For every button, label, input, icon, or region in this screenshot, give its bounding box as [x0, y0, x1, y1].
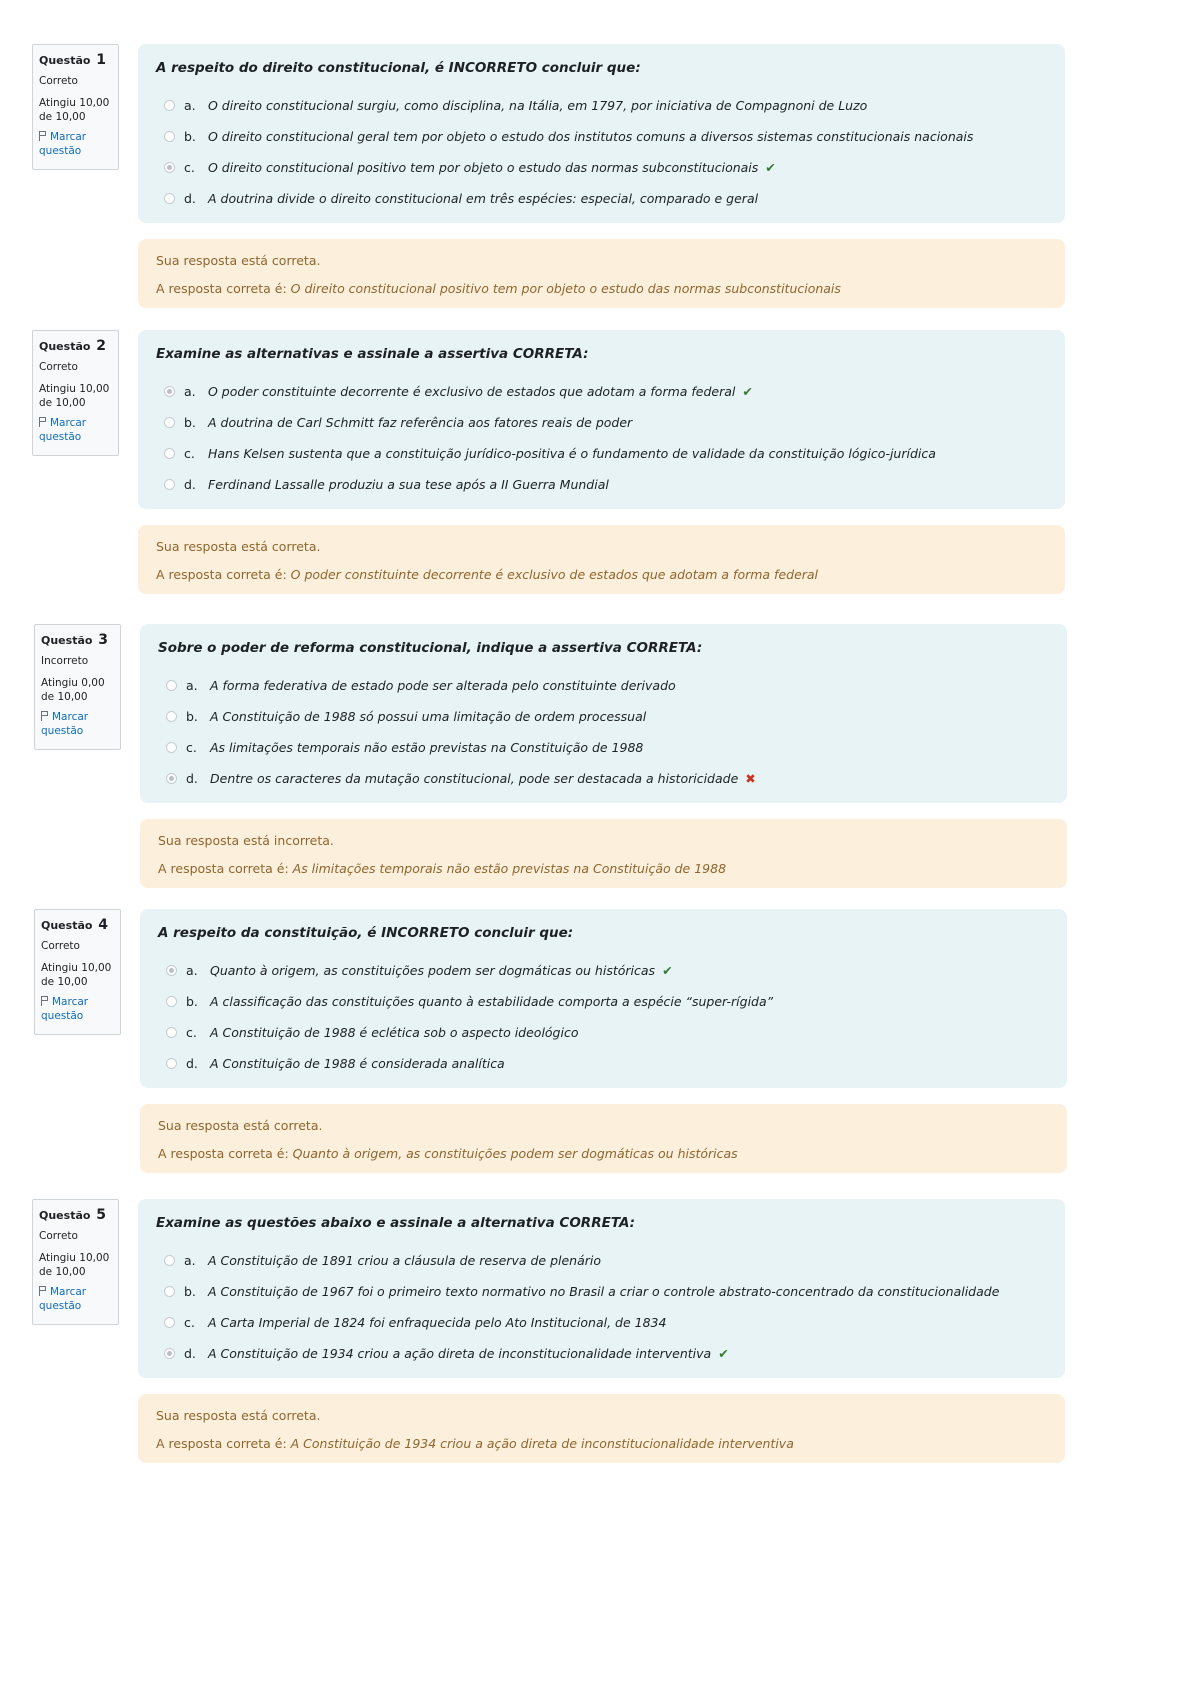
flag-question-label: Marcar questão: [39, 131, 87, 157]
radio-button[interactable]: [164, 1348, 175, 1359]
question-label: Questão: [41, 919, 93, 932]
answer-text: O poder constituinte decorrente é exclusivo de estados que adotam a forma federal: [208, 384, 736, 399]
answer-option-b[interactable]: [166, 994, 1049, 1025]
radio-button[interactable]: [166, 996, 177, 1007]
question-grade: Atingiu 0,00 de 10,00: [41, 677, 105, 703]
feedback-status: Sua resposta está correta.: [158, 1118, 323, 1133]
answer-letter: b.: [184, 129, 196, 144]
question-state: Correto: [39, 1230, 78, 1242]
question-info-panel: [32, 1199, 119, 1325]
answer-option-a[interactable]: [166, 963, 1049, 994]
answer-option-c[interactable]: [166, 1025, 1049, 1056]
radio-button[interactable]: [166, 711, 177, 722]
radio-button[interactable]: [166, 773, 177, 784]
answer-letter: d.: [184, 477, 196, 492]
answer-text: A Constituição de 1988 é eclética sob o aspecto ideológico: [210, 1025, 579, 1040]
question-formulation: [140, 909, 1067, 1088]
question-formulation: [138, 330, 1065, 509]
radio-button[interactable]: [164, 1255, 175, 1266]
answer-text: As limitações temporais não estão previstas na Constituição de 1988: [210, 740, 644, 755]
question-number-value: 3: [98, 632, 109, 648]
question-number: [39, 1208, 112, 1223]
question-text: Examine as alternativas e assinale a assertiva CORRETA:: [156, 346, 589, 362]
question-grade: Atingiu 10,00 de 10,00: [39, 1252, 110, 1278]
answer-text: O direito constitucional surgiu, como disciplina, na Itália, em 1797, por iniciativa de Compagnoni de Luzo: [208, 98, 868, 113]
radio-button[interactable]: [164, 1286, 175, 1297]
answer-option-d[interactable]: [164, 1346, 1047, 1377]
feedback-prefix: A resposta correta é:: [158, 1146, 293, 1161]
feedback-right-answer: [156, 281, 1047, 296]
feedback-status: Sua resposta está correta.: [156, 253, 321, 268]
feedback-answer-text: A Constituição de 1934 criou a ação direta de inconstitucionalidade interventiva: [290, 1436, 794, 1451]
question-text: A respeito da constituição, é INCORRETO concluir que:: [158, 925, 574, 941]
answer-text: A Constituição de 1967 foi o primeiro texto normativo no Brasil a criar o controle abstrato-concentrado da constitucionalidade: [208, 1284, 1000, 1299]
answer-letter: a.: [184, 98, 196, 113]
flag-question-label: Marcar questão: [39, 417, 87, 443]
question-feedback: [138, 239, 1065, 308]
answer-text: Dentre os caracteres da mutação constitucional, pode ser destacada a historicidade: [210, 771, 739, 786]
question-state: Correto: [41, 940, 80, 952]
question-formulation: [140, 624, 1067, 803]
answer-text: A forma federativa de estado pode ser alterada pelo constituinte derivado: [210, 678, 676, 693]
answer-option-d[interactable]: [164, 477, 1047, 508]
answer-text: A Constituição de 1934 criou a ação direta de inconstitucionalidade interventiva: [208, 1346, 712, 1361]
question-number-value: 2: [96, 338, 107, 354]
answer-text: Ferdinand Lassalle produziu a sua tese após a II Guerra Mundial: [208, 477, 609, 492]
answer-option-a[interactable]: [164, 98, 1047, 129]
question-info-panel: [34, 624, 121, 750]
answer-option-a[interactable]: [164, 384, 1047, 415]
feedback-status: Sua resposta está incorreta.: [158, 833, 334, 848]
flag-icon: [39, 131, 47, 141]
answer-letter: d.: [186, 771, 198, 786]
answer-letter: a.: [184, 1253, 196, 1268]
feedback-right-answer: [156, 567, 1047, 582]
question-formulation: [138, 44, 1065, 223]
answer-option-c[interactable]: [166, 740, 1049, 771]
question-state: Correto: [39, 75, 78, 87]
flag-icon: [39, 1286, 47, 1296]
answer-text: A Constituição de 1988 é considerada analítica: [210, 1056, 505, 1071]
question-state: Correto: [39, 361, 78, 373]
answer-option-d[interactable]: [166, 771, 1049, 802]
flag-icon: [39, 417, 47, 427]
question-text: A respeito do direito constitucional, é INCORRETO concluir que:: [156, 60, 641, 76]
radio-button[interactable]: [164, 448, 175, 459]
feedback-prefix: A resposta correta é:: [156, 281, 291, 296]
answer-text: Quanto à origem, as constituições podem ser dogmáticas ou históricas: [210, 963, 656, 978]
feedback-answer-text: Quanto à origem, as constituições podem ser dogmáticas ou históricas: [292, 1146, 738, 1161]
correct-check-icon: ✔: [742, 384, 753, 399]
question-feedback: [140, 1104, 1067, 1173]
radio-button[interactable]: [164, 162, 175, 173]
answer-text: A doutrina de Carl Schmitt faz referência aos fatores reais de poder: [208, 415, 633, 430]
answer-text: O direito constitucional positivo tem por objeto o estudo das normas subconstitucionais: [208, 160, 759, 175]
flag-question-label: Marcar questão: [41, 996, 89, 1022]
question-grade: Atingiu 10,00 de 10,00: [39, 383, 110, 409]
question-text: Sobre o poder de reforma constitucional, indique a assertiva CORRETA:: [158, 640, 703, 656]
question-feedback: [140, 819, 1067, 888]
flag-question-label: Marcar questão: [39, 1286, 87, 1312]
feedback-status: Sua resposta está correta.: [156, 1408, 321, 1423]
answer-letter: c.: [186, 740, 197, 755]
question-number: [39, 53, 112, 68]
answer-letter: b.: [184, 1284, 196, 1299]
answer-letter: d.: [186, 1056, 198, 1071]
flag-question-link[interactable]: [39, 1285, 112, 1313]
answer-letter: c.: [184, 1315, 195, 1330]
question-state: Incorreto: [41, 655, 89, 667]
answer-letter: b.: [186, 994, 198, 1009]
answer-letter: b.: [186, 709, 198, 724]
radio-button[interactable]: [164, 193, 175, 204]
question-info-panel: [34, 909, 121, 1035]
radio-button[interactable]: [166, 742, 177, 753]
question-label: Questão: [39, 1209, 91, 1222]
answer-option-c[interactable]: [164, 1315, 1047, 1346]
question-label: Questão: [39, 54, 91, 67]
feedback-answer-text: As limitações temporais não estão previstas na Constituição de 1988: [292, 861, 727, 876]
flag-question-link[interactable]: [41, 710, 114, 738]
answer-letter: a.: [186, 963, 198, 978]
answer-letter: b.: [184, 415, 196, 430]
answer-list: [164, 384, 1047, 508]
question-formulation: [138, 1199, 1065, 1378]
answer-list: [164, 98, 1047, 222]
feedback-right-answer: [158, 861, 1049, 876]
radio-button[interactable]: [166, 965, 177, 976]
question-number: [39, 339, 112, 354]
answer-letter: c.: [186, 1025, 197, 1040]
answer-option-b[interactable]: [166, 709, 1049, 740]
answer-option-d[interactable]: [166, 1056, 1049, 1087]
answer-text: A doutrina divide o direito constitucional em três espécies: especial, comparado e geral: [208, 191, 759, 206]
answer-text: A Constituição de 1891 criou a cláusula de reserva de plenário: [208, 1253, 602, 1268]
answer-option-b[interactable]: [164, 415, 1047, 446]
answer-option-d[interactable]: [164, 191, 1047, 222]
question-number: [41, 918, 114, 933]
answer-letter: c.: [184, 446, 195, 461]
answer-option-a[interactable]: [164, 1253, 1047, 1284]
question-info-panel: [32, 44, 119, 170]
answer-letter: d.: [184, 1346, 196, 1361]
flag-question-label: Marcar questão: [41, 711, 89, 737]
answer-text: A Constituição de 1988 só possui uma limitação de ordem processual: [210, 709, 647, 724]
answer-option-a[interactable]: [166, 678, 1049, 709]
answer-list: [164, 1253, 1047, 1377]
question-grade: Atingiu 10,00 de 10,00: [39, 97, 110, 123]
answer-option-c[interactable]: [164, 446, 1047, 477]
flag-question-link[interactable]: [41, 995, 114, 1023]
feedback-prefix: A resposta correta é:: [158, 861, 293, 876]
question-label: Questão: [39, 340, 91, 353]
answer-letter: a.: [184, 384, 196, 399]
correct-check-icon: ✔: [662, 963, 673, 978]
feedback-answer-text: O direito constitucional positivo tem por objeto o estudo das normas subconstitucionais: [290, 281, 841, 296]
answer-text: A Carta Imperial de 1824 foi enfraquecida pelo Ato Institucional, de 1834: [208, 1315, 667, 1330]
flag-icon: [41, 711, 49, 721]
feedback-right-answer: [156, 1436, 1047, 1451]
radio-button[interactable]: [164, 386, 175, 397]
radio-button[interactable]: [166, 1027, 177, 1038]
answer-letter: a.: [186, 678, 198, 693]
feedback-answer-text: O poder constituinte decorrente é exclusivo de estados que adotam a forma federal: [290, 567, 819, 582]
question-number-value: 4: [98, 917, 109, 933]
answer-letter: d.: [184, 191, 196, 206]
radio-button[interactable]: [164, 479, 175, 490]
radio-button[interactable]: [166, 680, 177, 691]
flag-question-link[interactable]: [39, 416, 112, 444]
question-number-value: 5: [96, 1207, 107, 1223]
question-text: Examine as questões abaixo e assinale a alternativa CORRETA:: [156, 1215, 636, 1231]
answer-text: A classificação das constituições quanto à estabilidade comporta a espécie “super-rígida”: [210, 994, 774, 1009]
answer-option-b[interactable]: [164, 129, 1047, 160]
radio-button[interactable]: [164, 100, 175, 111]
question-grade: Atingiu 10,00 de 10,00: [41, 962, 112, 988]
feedback-prefix: A resposta correta é:: [156, 567, 291, 582]
question-feedback: [138, 1394, 1065, 1463]
feedback-status: Sua resposta está correta.: [156, 539, 321, 554]
answer-option-b[interactable]: [164, 1284, 1047, 1315]
answer-text: O direito constitucional geral tem por objeto o estudo dos institutos comuns a diversos sistemas constitucionais nacionais: [208, 129, 974, 144]
correct-check-icon: ✔: [718, 1346, 729, 1361]
radio-button[interactable]: [166, 1058, 177, 1069]
radio-button[interactable]: [164, 1317, 175, 1328]
question-number-value: 1: [96, 52, 107, 68]
answer-option-c[interactable]: [164, 160, 1047, 191]
question-feedback: [138, 525, 1065, 594]
feedback-prefix: A resposta correta é:: [156, 1436, 291, 1451]
answer-list: [166, 678, 1049, 802]
radio-button[interactable]: [164, 131, 175, 142]
answer-text: Hans Kelsen sustenta que a constituição jurídico-positiva é o fundamento de validade da constituição lógico-jurídica: [208, 446, 936, 461]
radio-button[interactable]: [164, 417, 175, 428]
incorrect-icon: ✖: [745, 771, 756, 786]
question-label: Questão: [41, 634, 93, 647]
feedback-right-answer: [158, 1146, 1049, 1161]
flag-icon: [41, 996, 49, 1006]
question-info-panel: [32, 330, 119, 456]
correct-check-icon: ✔: [765, 160, 776, 175]
question-number: [41, 633, 114, 648]
answer-letter: c.: [184, 160, 195, 175]
answer-list: [166, 963, 1049, 1087]
flag-question-link[interactable]: [39, 130, 112, 158]
